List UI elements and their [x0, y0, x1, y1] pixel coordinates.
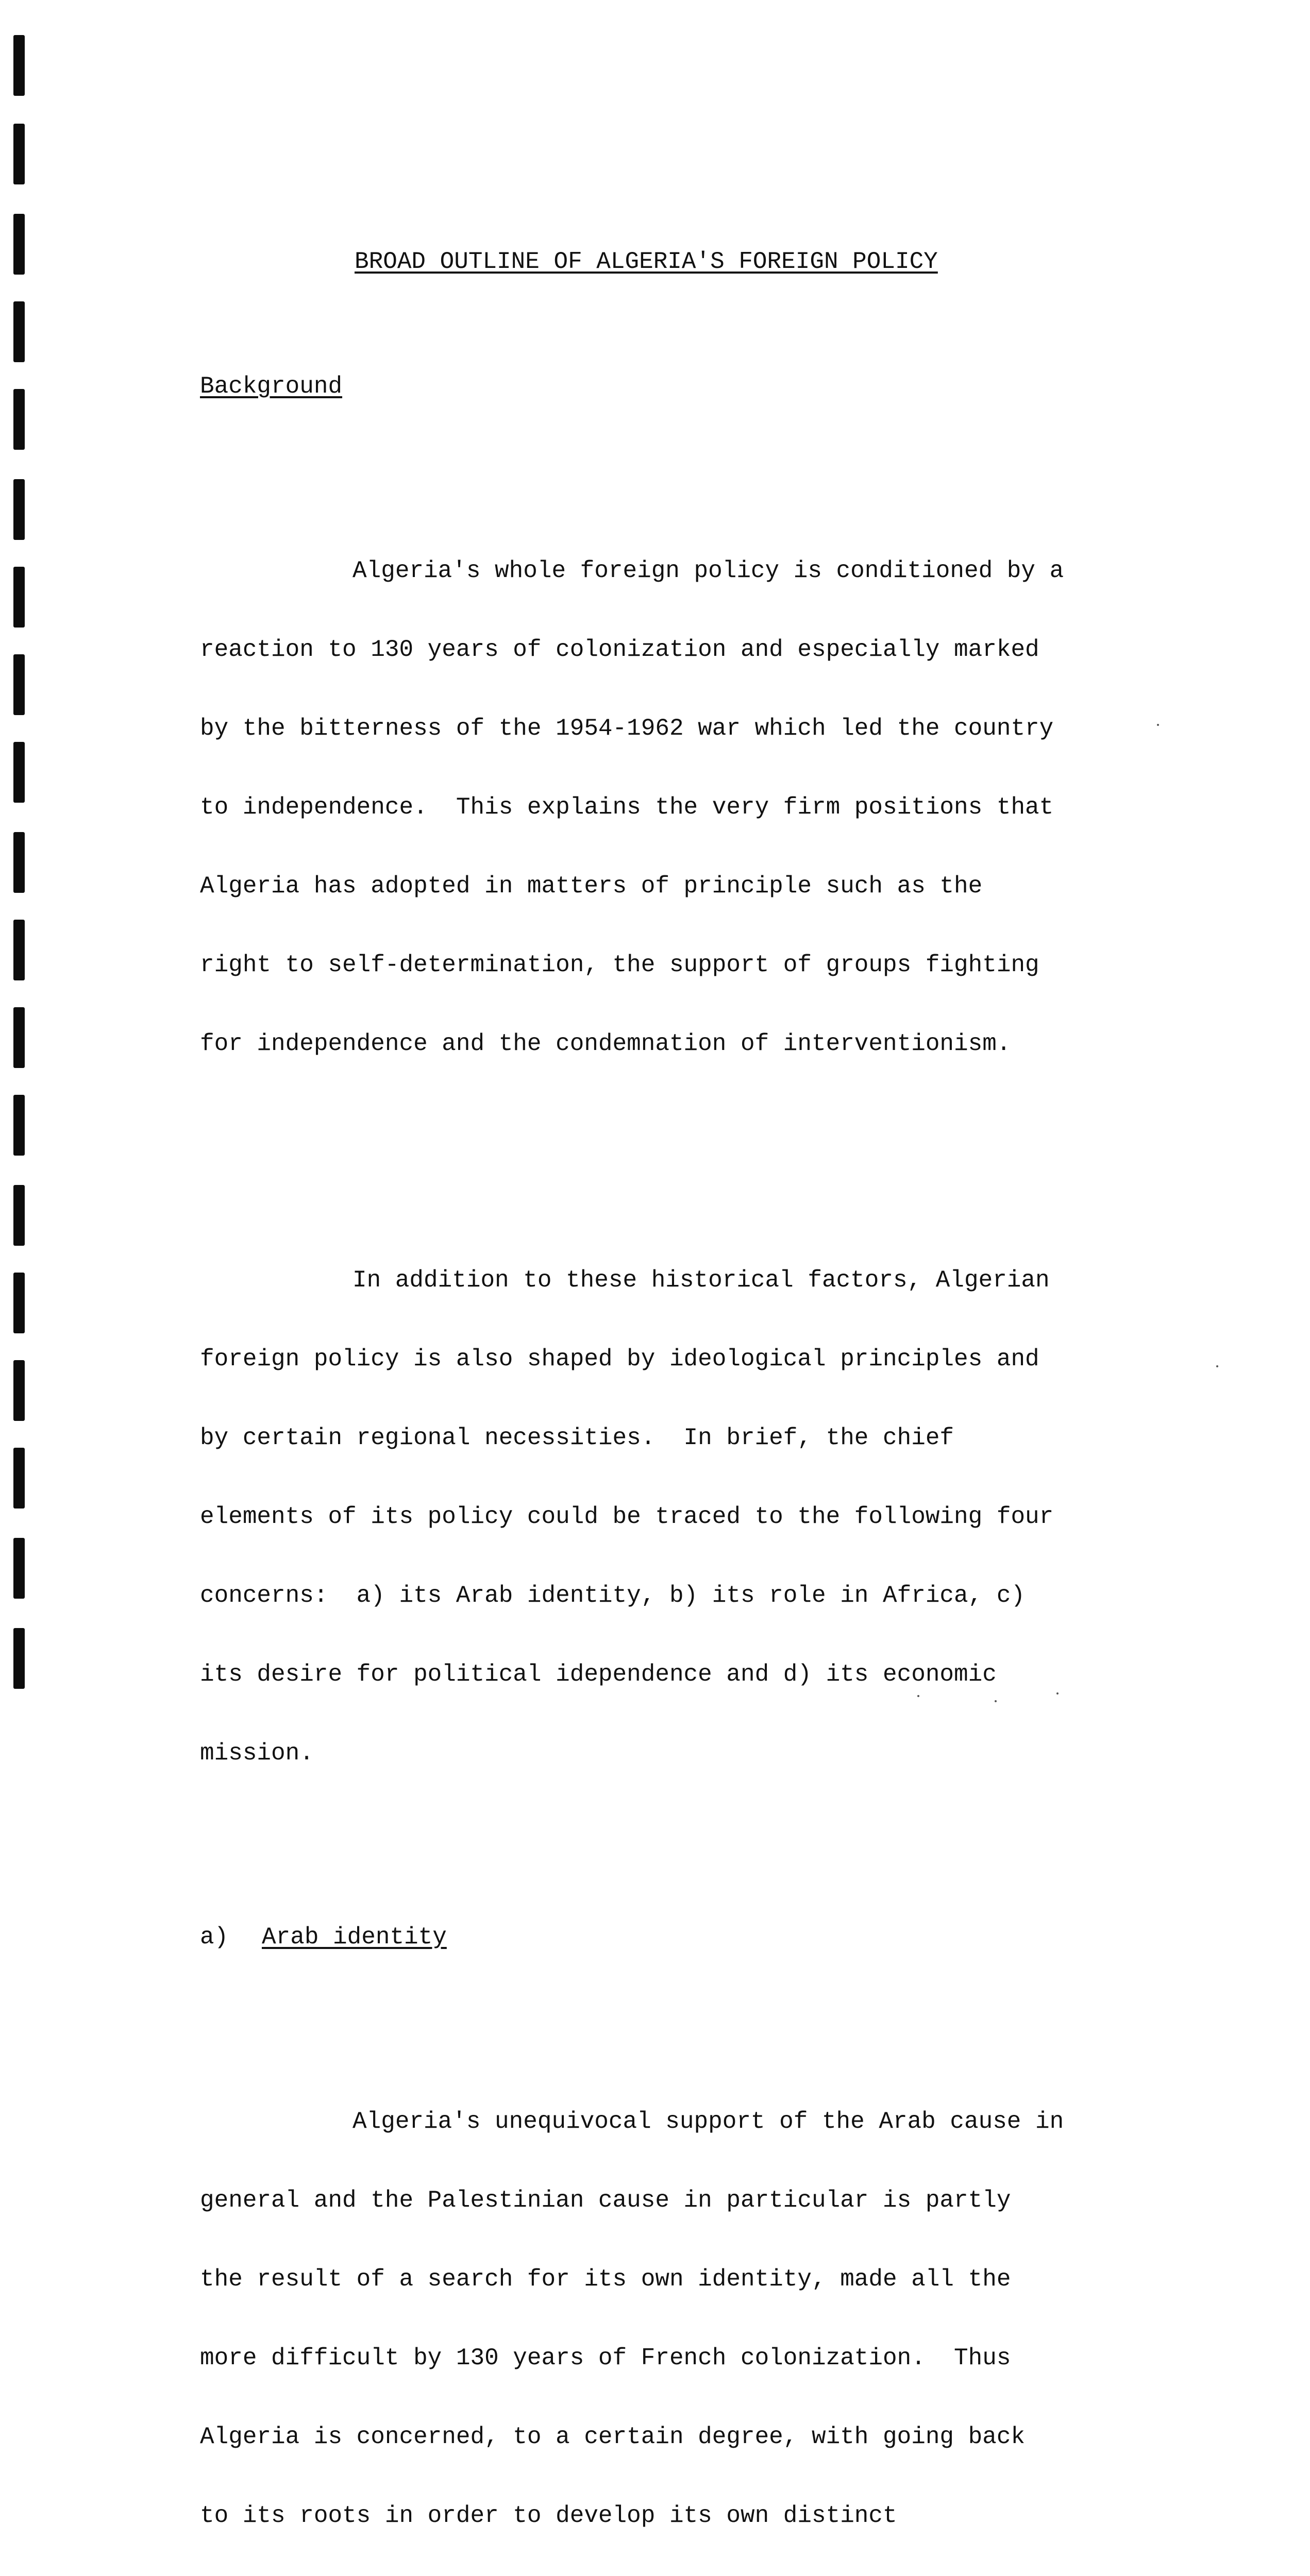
binder-mark [13, 832, 25, 893]
binder-mark [13, 1095, 25, 1156]
paragraph-line: general and the Palestinian cause in particular is partly [200, 2187, 1011, 2214]
binder-mark [13, 479, 25, 540]
paragraph-line: Algeria's whole foreign policy is conditioned by a [352, 557, 1064, 584]
paragraph-line: to independence. This explains the very firm positions that [200, 794, 1054, 821]
paragraph [200, 505, 1143, 1110]
paragraph-line: reaction to 130 years of colonization and especially marked [200, 636, 1039, 663]
paragraph-line: Algeria has adopted in matters of principle such as the [200, 873, 983, 900]
binder-mark [13, 1360, 25, 1421]
scan-speck [1216, 1365, 1218, 1367]
binder-mark [13, 567, 25, 628]
background-heading-text: Background [200, 373, 343, 400]
paragraph-line: foreign policy is also shaped by ideological principles and [200, 1346, 1039, 1372]
background-heading [200, 374, 1143, 400]
paragraph-line: concerns: a) its Arab identity, b) its role in Africa, c) [200, 1582, 1026, 1609]
section-a-heading-text: Arab identity [262, 1924, 447, 1951]
section-a-heading [200, 1924, 1143, 1951]
binder-mark [13, 214, 25, 275]
paragraph-line: Algeria is concerned, to a certain degree, with going back [200, 2424, 1026, 2450]
paragraph [200, 1215, 1143, 1819]
binder-mark [13, 1273, 25, 1333]
scan-speck [1157, 724, 1159, 726]
section-a-letter: a) [200, 1924, 229, 1951]
paragraph-line: elements of its policy could be traced to the following four [200, 1503, 1054, 1530]
binder-mark [13, 1007, 25, 1068]
binder-mark [13, 389, 25, 450]
paragraph-line: mission. [200, 1740, 314, 1767]
paragraph-line: right to self-determination, the support of groups fighting [200, 952, 1039, 978]
binder-mark [13, 920, 25, 980]
binder-mark [13, 1538, 25, 1599]
paragraph [200, 2056, 1143, 2576]
binder-mark [13, 301, 25, 362]
binder-mark [13, 1185, 25, 1246]
paragraph-line: its desire for political idependence and d) its economic [200, 1661, 997, 1688]
paragraph-line: Algeria's unequivocal support of the Arab cause in [352, 2108, 1064, 2135]
paragraph-line: In addition to these historical factors, Algerian [352, 1267, 1050, 1294]
binder-mark [13, 35, 25, 96]
paragraph-line: for independence and the condemnation of interventionism. [200, 1030, 1011, 1057]
binder-mark [13, 1448, 25, 1509]
paragraph-line: to its roots in order to develop its own distinct [200, 2502, 897, 2529]
document-title: BROAD OUTLINE OF ALGERIA'S FOREIGN POLICY [355, 248, 938, 275]
binder-mark [13, 1628, 25, 1689]
binder-mark [13, 742, 25, 803]
paragraph-line: the result of a search for its own identity, made all the [200, 2266, 1011, 2293]
paragraph-line: by the bitterness of the 1954-1962 war which led the country [200, 715, 1054, 742]
binder-mark [13, 654, 25, 715]
binder-mark [13, 124, 25, 184]
paragraph-line: more difficult by 130 years of French colonization. Thus [200, 2345, 1011, 2371]
paragraph-line: by certain regional necessities. In brief, the chief [200, 1425, 954, 1451]
document-body [200, 170, 1143, 2576]
